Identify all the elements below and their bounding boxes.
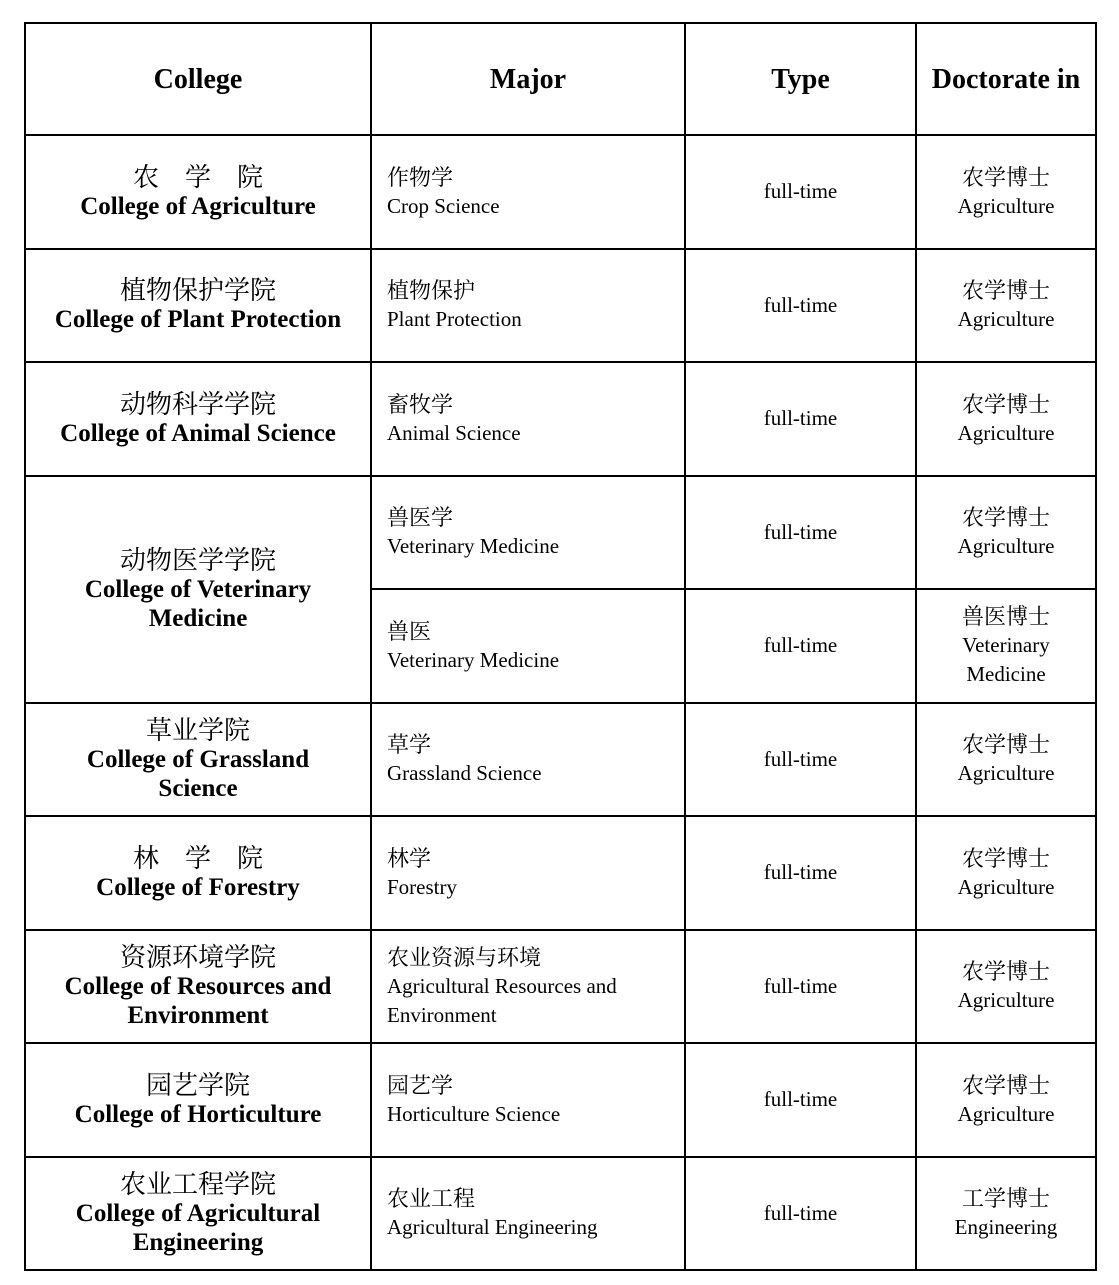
doctorate-cell (916, 930, 1096, 1044)
doctorate-zh: 农学博士 (961, 505, 1050, 531)
doctorate-en: Engineering (954, 1215, 1058, 1240)
type-cell: full-time (685, 816, 916, 930)
major-name-zh: 畜牧学 (387, 391, 454, 417)
college-name-zh: 动物科学学院 (119, 389, 276, 419)
major-cell (371, 703, 685, 817)
college-name-en: College of Veterinary Medicine (84, 575, 312, 632)
college-name-zh: 农业工程学院 (119, 1169, 276, 1199)
doctorate-en: Agriculture (957, 1101, 1055, 1126)
college-name-zh: 资源环境学院 (119, 942, 276, 972)
college-name-zh: 植物保护学院 (119, 276, 276, 306)
major-name-en: Veterinary Medicine (387, 534, 560, 559)
major-name-zh: 兽医 (387, 618, 432, 644)
college-cell (25, 135, 371, 249)
doctorate-cell (916, 816, 1096, 930)
major-cell (371, 135, 685, 249)
college-name-en: College of Plant Protection (54, 306, 342, 334)
college-name-en: College of Horticulture (74, 1100, 322, 1128)
major-name-zh: 园艺学 (387, 1072, 454, 1098)
major-name-en: Horticulture Science (387, 1101, 561, 1126)
doctorate-zh: 农学博士 (961, 164, 1050, 190)
doctorate-en: Agriculture (957, 307, 1055, 332)
college-name-zh: 林 学 院 (132, 843, 263, 873)
college-name-en: College of Grassland Science (86, 745, 310, 802)
doctorate-cell (916, 135, 1096, 249)
header-row (25, 23, 1096, 135)
major-name-en: Veterinary Medicine (387, 647, 560, 672)
doctorate-zh: 农学博士 (961, 959, 1050, 985)
major-cell (371, 1157, 685, 1271)
doctorate-cell (916, 476, 1096, 590)
doctorate-zh: 兽医博士 (961, 604, 1050, 630)
major-name-zh: 兽医学 (387, 505, 454, 531)
doctorate-zh: 农学博士 (961, 1072, 1050, 1098)
type-cell: full-time (685, 476, 916, 590)
doctorate-en: Agriculture (957, 534, 1055, 559)
doctorate-en: Veterinary Medicine (962, 633, 1050, 687)
doctorate-en: Agriculture (957, 988, 1055, 1013)
table-row (25, 362, 1096, 476)
table-row (25, 249, 1096, 363)
header-doctorate: Doctorate in (916, 23, 1096, 135)
type-cell: full-time (685, 135, 916, 249)
doctorate-zh: 工学博士 (961, 1186, 1050, 1212)
table-row (25, 816, 1096, 930)
college-cell (25, 1157, 371, 1271)
header-college: College (25, 23, 371, 135)
major-name-zh: 林学 (387, 845, 432, 871)
doctorate-cell (916, 703, 1096, 817)
major-cell (371, 249, 685, 363)
college-name-en: College of Agricultural Engineering (75, 1199, 321, 1256)
header-major: Major (371, 23, 685, 135)
college-name-zh: 动物医学学院 (119, 545, 276, 575)
doctorate-zh: 农学博士 (961, 845, 1050, 871)
major-name-zh: 农业工程 (387, 1186, 476, 1212)
college-name-en: College of Animal Science (60, 419, 336, 447)
college-name-en: College of Resources and Environment (64, 972, 332, 1029)
type-cell: full-time (685, 930, 916, 1044)
doctorate-cell (916, 249, 1096, 363)
college-cell (25, 1043, 371, 1157)
doctorate-cell (916, 1043, 1096, 1157)
major-name-en: Crop Science (387, 193, 500, 218)
header-type: Type (685, 23, 916, 135)
doctorate-cell (916, 362, 1096, 476)
table-row (25, 476, 1096, 590)
table-row (25, 1157, 1096, 1271)
doctorate-en: Agriculture (957, 420, 1055, 445)
major-name-en: Forestry (387, 874, 457, 899)
college-name-zh: 园艺学院 (145, 1070, 250, 1100)
doctorate-cell (916, 589, 1096, 703)
college-name-zh: 草业学院 (145, 715, 250, 745)
type-cell: full-time (685, 1157, 916, 1271)
college-cell (25, 703, 371, 817)
major-name-zh: 农业资源与环境 (387, 944, 542, 970)
major-name-zh: 作物学 (387, 164, 454, 190)
major-cell (371, 1043, 685, 1157)
table-row (25, 930, 1096, 1044)
major-name-zh: 草学 (387, 732, 432, 758)
college-name-en: College of Forestry (96, 873, 300, 901)
type-cell: full-time (685, 703, 916, 817)
college-cell (25, 362, 371, 476)
college-cell (25, 816, 371, 930)
college-cell (25, 249, 371, 363)
doctorate-en: Agriculture (957, 874, 1055, 899)
major-name-en: Agricultural Engineering (387, 1215, 598, 1240)
doctorate-zh: 农学博士 (961, 278, 1050, 304)
doctorate-cell (916, 1157, 1096, 1271)
major-cell (371, 589, 685, 703)
major-name-en: Agricultural Resources and Environment (387, 973, 617, 1027)
major-name-en: Grassland Science (387, 761, 542, 786)
major-name-en: Plant Protection (387, 307, 522, 332)
major-cell (371, 930, 685, 1044)
doctorate-en: Agriculture (957, 761, 1055, 786)
doctorate-zh: 农学博士 (961, 732, 1050, 758)
major-name-zh: 植物保护 (387, 278, 476, 304)
doctorate-zh: 农学博士 (961, 391, 1050, 417)
college-cell (25, 930, 371, 1044)
doctoral-programs-table (24, 22, 1097, 1271)
major-cell (371, 362, 685, 476)
major-cell (371, 476, 685, 590)
college-cell (25, 476, 371, 703)
table-row (25, 1043, 1096, 1157)
college-name-en: College of Agriculture (80, 192, 316, 220)
major-name-en: Animal Science (387, 420, 521, 445)
type-cell: full-time (685, 1043, 916, 1157)
type-cell: full-time (685, 589, 916, 703)
major-cell (371, 816, 685, 930)
college-name-zh: 农 学 院 (132, 162, 263, 192)
doctorate-en: Agriculture (957, 193, 1055, 218)
type-cell: full-time (685, 249, 916, 363)
table-row (25, 703, 1096, 817)
type-cell: full-time (685, 362, 916, 476)
table-row (25, 135, 1096, 249)
